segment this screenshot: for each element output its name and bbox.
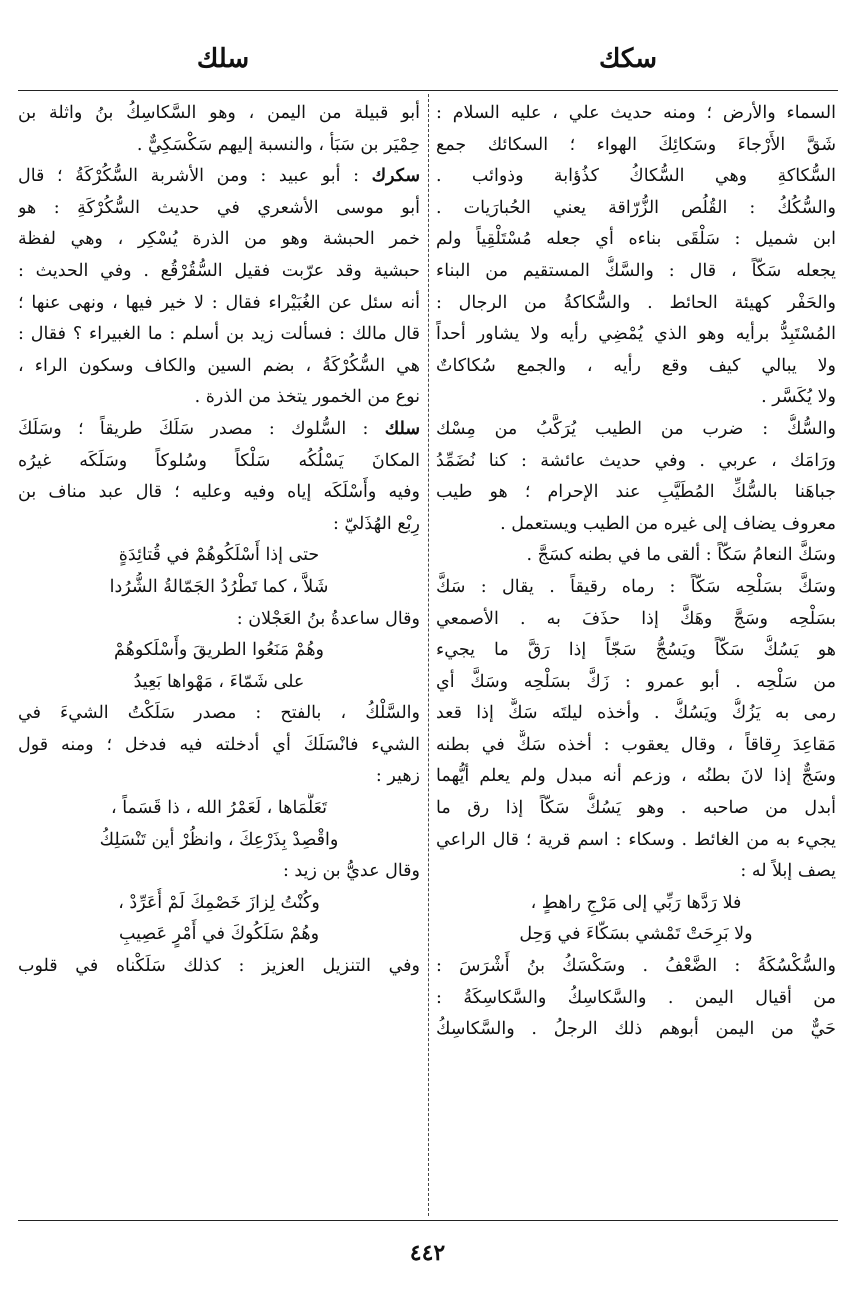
text-line: جباهَنا بالسُّكِّ المُطَيَّبِ عند الإحرام ؛ هو طيب: [436, 482, 836, 503]
text-line: وسَكَّ النعامُ سَكّاً : ألقى ما في بطنه كسَجَّ .: [526, 545, 836, 566]
text-line: أنه سئل عن الغُبَيْراء فقال : لا خير فيها ، ونهى عنها ؛: [18, 292, 420, 313]
text-line: السُّكاكةِ وهي السُّكاكُ كذُؤابة وذوائب .: [436, 166, 836, 187]
text-line: من أقيال اليمن . والسَّكاسِكُ والسَّكاسِكَةُ :: [436, 987, 836, 1008]
text-line: والسَّلْكُ ، بالفتح : مصدر سَلَكْتُ الشيءَ في: [18, 703, 420, 724]
text-line: رِبْع الهُذَليّ :: [332, 513, 420, 534]
text-line: سلك : السُّلوك : مصدر سَلَكَ طريقاً ؛ وسَلَكَ: [18, 418, 420, 439]
verse-line: حتى إذا أَسْلَكُوهُمْ في قُتائِدَةٍ: [118, 545, 320, 566]
text-line: وفيه وأَسْلَكَه إياه وفيه وعليه ؛ قال عبد مناف بن: [18, 482, 420, 503]
verse-line: وكُنْتُ لِزازَ خَصْمِكَ لَمْ أُعَرِّدْ ،: [118, 892, 320, 913]
verse-line: شَلاًّ ، كما تَطْرُدُ الجَمّالةُ الشُّرُدا: [109, 576, 329, 597]
verse-line: وهُمْ سَلَكُوكَ في أَمْرٍ عَصِيبِ: [118, 924, 320, 945]
text-line: هي السُّكُرْكَةُ ، بضم السين والكاف وسكون الراء ،: [18, 355, 420, 376]
text-line: والسُّكُّ : ضرب من الطيب يُرَكَّبُ من مِسْك: [436, 418, 836, 439]
page-number: ٤٤٢: [409, 1240, 446, 1266]
verse-line: واقْصِدْ بِذَرْعِكَ ، وانظُرْ أين تَنْسَلِكُ: [99, 829, 339, 850]
verse-line: فلا رَدَّها رَبِّي إلى مَرْجِ راهطٍ ،: [530, 892, 742, 913]
text-line: وقال ساعدةُ بنُ العَجْلان :: [236, 608, 420, 629]
text-line: قال مالك : فسألت زيد بن أسلم : ما الغبيراء ؟ فقال :: [18, 324, 420, 345]
text-line: وفي التنزيل العزيز : كذلك سَلَكْناه في قلوب: [18, 956, 420, 977]
text-line: نوع من الخمور يتخذ من الذرة .: [194, 387, 420, 408]
text-line: أبو قبيلة من اليمن ، وهو السَّكاسِكُ بنُ واثلة بن: [18, 103, 420, 123]
verse-line: ولا بَرِحَتْ تَمْشي بسَكّاءَ في وَحِل: [519, 924, 753, 945]
text-line: والسُّكْسُكَةُ : الضَّعْفُ . وسَكْسَكُ بنُ أَشْرَسَ :: [436, 956, 836, 977]
text-line: حبشية وقد عرّبت فقيل السُّقُرْقُع . وفي الحديث :: [18, 260, 420, 281]
left-column: [18, 98, 420, 983]
text-line: يجيء به من الغائط . وسكاء : اسم قرية ؛ قال الراعي: [436, 829, 836, 850]
text-line: المكانَ يَسْلُكُه سَلْكاً وسُلوكاً وسَلَكَه غيرُه: [18, 450, 420, 471]
text-line: معروف يضاف إلى غيره من الطيب ويستعمل .: [500, 513, 836, 534]
text-line: شَقَّ الأَرْجاءَ وسَكائِكَ الهواء ؛ السكائك جمع: [436, 134, 836, 155]
verse-line: تَعَلَّمَاها ، لَعَمْرُ الله ، ذا قَسَماً ،: [111, 798, 327, 819]
text-line: بسَلْحِه وسَجَّ وهَكَّ إذا حذَفَ به . الأصمعي: [436, 608, 836, 629]
text-line: مَقاعِدَ رِقاقاً ، وقال يعقوب : أخذه سَكٌّ في بطنه: [436, 734, 836, 755]
text-line: سكرك : أبو عبيد : ومن الأشربة السُّكُرْكَةُ ؛ قال: [18, 166, 420, 187]
column-divider: [428, 94, 429, 1216]
right-column: [436, 98, 836, 1046]
text-line: وسَكَّ بسَلْحِه سَكّاً : رماه رقيقاً . يقال : سَكَّ: [436, 576, 836, 597]
text-line: زهير :: [375, 766, 420, 787]
text-line: من سَلْحِه . أبو عمرو : زَكَّ بسَلْحِه وسَكَّ أي: [436, 671, 836, 692]
text-line: وقال عديُّ بن زيد :: [282, 861, 420, 882]
text-line: حِمْيَر بن سَبَأ ، والنسبة إليهم سَكْسَكِيٌّ .: [136, 134, 420, 155]
text-line: ورَامَك ، عربي . وفي حديث عائشة : كنا نُضَمِّدُ: [436, 450, 836, 471]
text-line: ابن شميل : سَلْقَى بناءه أي جعله مُسْتَلْقِياً ولم: [436, 229, 836, 250]
bottom-rule: [18, 1220, 838, 1221]
text-line: أبدل من صاحبه . وهو يَسُكُّ سَكّاً إذا رق ما: [436, 798, 836, 819]
text-line: ولا يُكَسَّر .: [761, 387, 836, 408]
header-word-left: سلك: [196, 44, 250, 74]
text-line: هو يَسُكُّ سَكّاً ويَسُجُّ سَجّاً إذا رَقَّ ما يجيء: [436, 640, 836, 661]
top-rule: [18, 90, 838, 91]
verse-line: وهُمْ مَنَعُوا الطريقَ وأَسْلَكوهُمْ: [113, 640, 325, 661]
text-line: حَيٌّ من اليمن أبوهم ذلك الرجلُ . والسَّكاسِكُ: [436, 1019, 836, 1040]
entry-headword: سكرك: [371, 166, 420, 187]
text-line: وسَجٌّ إذا لانَ بطنُه ، وزعم أنه مبدل ولم يعلم أيُّهما: [436, 766, 836, 787]
text-line: أبو موسى الأشعري في حديث السُّكُرْكَةِ : هو: [18, 197, 420, 218]
text-line: السماء والأرض ؛ ومنه حديث علي ، عليه السلام :: [436, 103, 836, 123]
text-line: ولا يبالي كيف وقع رأيه ، والجمع سُكاكاتٌ: [436, 355, 836, 376]
text-line: خمر الحبشة وهو من الذرة يُسْكِر ، وهي لفظة: [18, 229, 420, 250]
verse-line: على شَمّاءَ ، مَهْواها بَعِيدُ: [133, 671, 305, 692]
text-line: المُسْتَبِدُّ برأيه وهو الذي يُمْضِي رأيه ولا يشاور أحداً: [436, 324, 836, 345]
text-line: يصف إبلاً له :: [740, 861, 836, 882]
text-line: الشيء فانْسَلَكَ أي أدخلته فيه فدخل ؛ ومنه قول: [18, 734, 420, 755]
text-line: والسُّكُكُ : القُلُص الزُّرّاقة يعني الحُبارَيات .: [436, 197, 836, 218]
text-line: رمى به يَزُكُّ ويَسُكُّ . وأخذه ليلتَه سَكٌّ إذا قعد: [436, 703, 836, 724]
text-line: يجعله سَكّاً ، قال : والسَّكُّ المستقيم من البناء: [436, 260, 836, 281]
entry-headword: سلك: [384, 418, 420, 439]
text-line: والحَفْر كهيئة الحائط . والسُّكاكةُ من الرجال :: [436, 292, 836, 313]
header-word-right: سكك: [598, 44, 658, 74]
